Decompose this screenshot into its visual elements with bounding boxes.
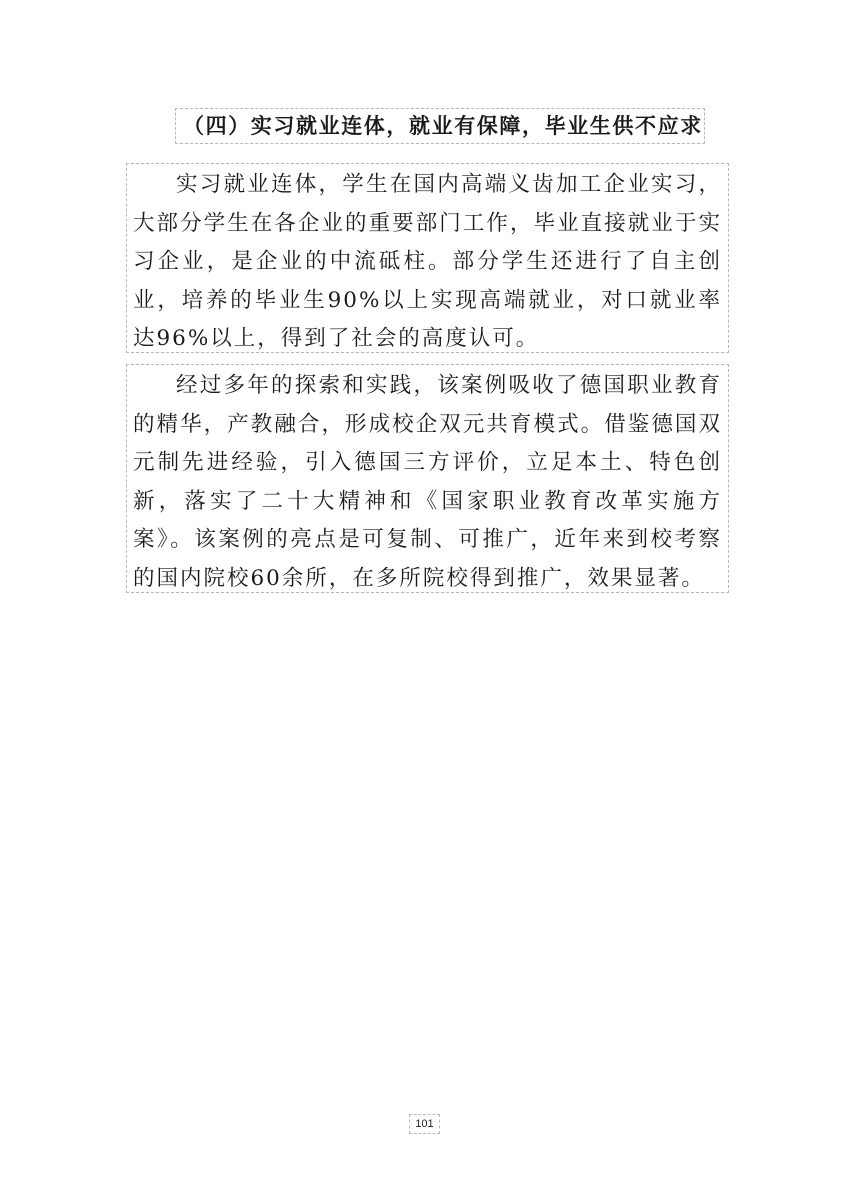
- paragraph-employment: 实习就业连体，学生在国内高端义齿加工企业实习，大部分学生在各企业的重要部门工作，毕业直接就业于实习企业，是企业的中流砥柱。部分学生还进行了自主创业，培养的毕业生90%以上实现高端就业，对口就业率达96%以上，得到了社会的高度认可。: [126, 163, 729, 353]
- section-heading: （四）实习就业连体，就业有保障，毕业生供不应求: [175, 108, 705, 144]
- page-number: 101: [409, 1114, 440, 1134]
- paragraph-case-summary: 经过多年的探索和实践，该案例吸收了德国职业教育的精华，产教融合，形成校企双元共育模式。借鉴德国双元制先进经验，引入德国三方评价，立足本土、特色创新，落实了二十大精神和《国家职业教育改革实施方案》。该案例的亮点是可复制、可推广，近年来到校考察的国内院校60余所，在多所院校得到推广，效果显著。: [126, 364, 729, 593]
